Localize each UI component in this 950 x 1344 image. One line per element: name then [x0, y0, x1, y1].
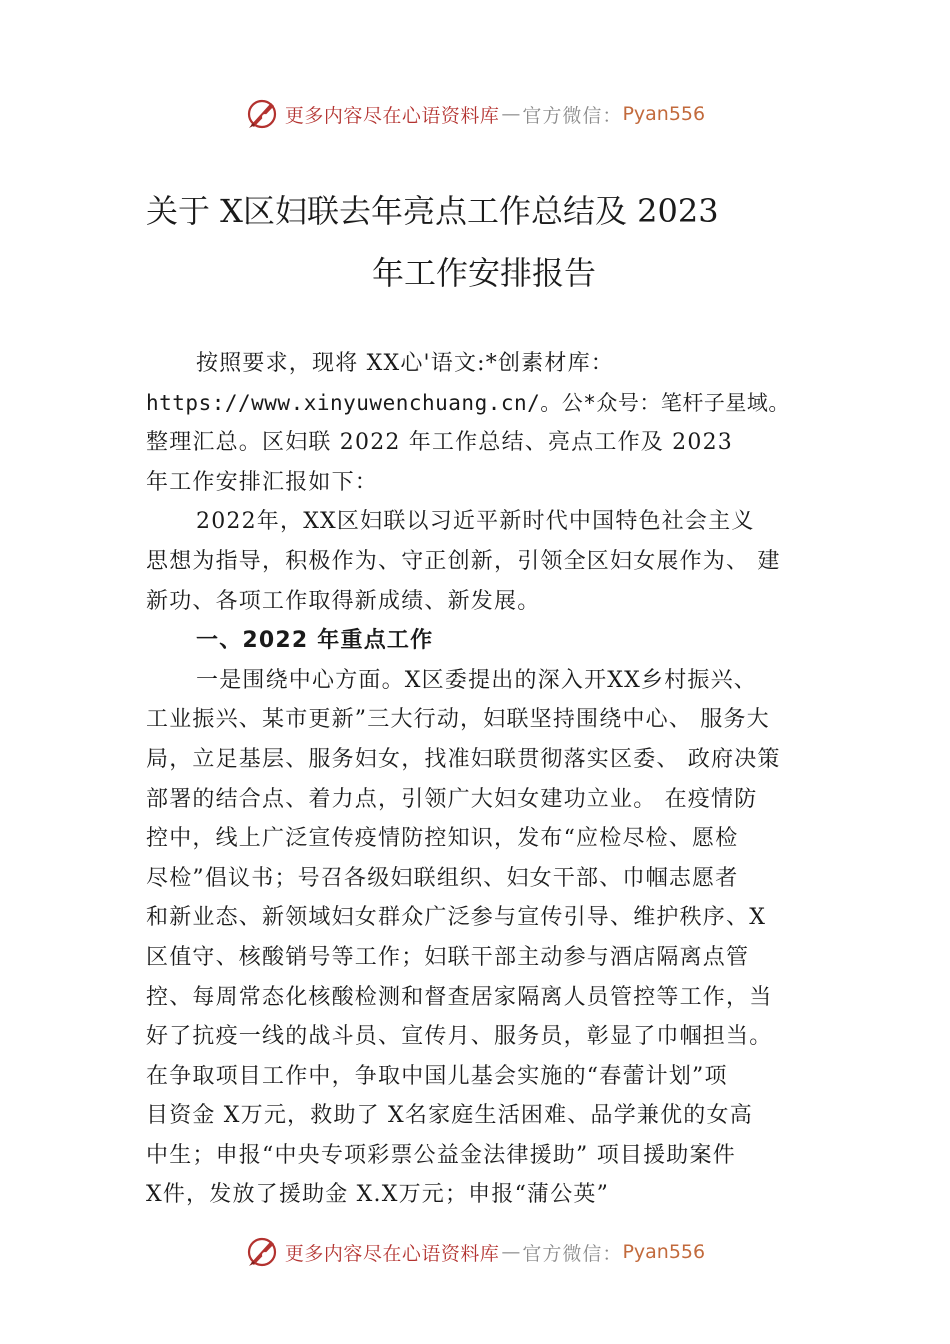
body-text-line: 思想为指导，积极作为、守正创新，引领全区妇女展作为、 建	[146, 548, 781, 574]
body-text-line: 区值守、核酸销号等工作；妇联干部主动参与酒店隔离点管	[146, 944, 750, 970]
body-text-line: X件，发放了援助金 X.X万元；申报“蒲公英”	[146, 1182, 610, 1208]
body-text-line: 尽检”倡议书；号召各级妇联组织、妇女干部、巾帼志愿者	[146, 865, 739, 891]
body-text-line: 中生；申报“中央专项彩票公益金法律援助” 项目援助案件	[146, 1142, 736, 1168]
section-heading: 一、2022 年重点工作	[196, 628, 434, 654]
body-text-line: 一是围绕中心方面。X区委提出的深入开XX乡村振兴、	[196, 667, 757, 693]
footer-banner	[0, 1232, 950, 1272]
banner-wechat-id: Pyan556	[622, 103, 706, 125]
body-text-line: 整理汇总。区妇联 2022 年工作总结、亮点工作及 2023	[146, 430, 733, 456]
header-banner	[0, 94, 950, 134]
document-body	[146, 344, 822, 1215]
body-text-line: 新功、各项工作取得新成绩、新发展。	[146, 588, 541, 614]
banner-separator: —	[501, 103, 521, 125]
body-text-line: 控中，线上广泛宣传疫情防控知识，发布“应检尽检、愿检	[146, 826, 739, 852]
body-text-line: 工业振兴、某市更新”三大行动，妇联坚持围绕中心、 服务大	[146, 707, 770, 733]
body-text-line: 目资金 X万元，救助了 X名家庭生活困难、品学兼优的女高	[146, 1103, 753, 1129]
banner-separator: —	[501, 1241, 521, 1263]
body-text-line: 局，立足基层、服务妇女，找准妇联贯彻落实区委、 政府决策	[146, 746, 781, 772]
banner-text: 更多内容尽在心语资料库	[284, 104, 500, 127]
body-text-line: 在争取项目工作中，争取中国儿基会实施的“春蕾计划”项	[146, 1063, 728, 1089]
body-text-line: 控、每周常态化核酸检测和督查居家隔离人员管控等工作，当	[146, 984, 773, 1010]
body-text-line: 年工作安排汇报如下：	[146, 469, 379, 495]
title-line-2: 年工作安排报告	[372, 254, 597, 292]
body-text-line: 按照要求，现将 XX心'语文:*创素材库：	[196, 351, 614, 376]
pen-circle-logo-icon	[245, 1235, 279, 1269]
title-line-1: 关于 X区妇联去年亮点工作总结及 2023	[146, 192, 719, 230]
banner-wechat-label: 官方微信：	[522, 104, 623, 127]
body-text-line: 好了抗疫一线的战斗员、宣传月、服务员，彰显了巾帼担当。	[146, 1024, 773, 1050]
document-title	[146, 180, 806, 304]
body-text-line: 部署的结合点、着力点，引领广大妇女建功立业。 在疫情防	[146, 786, 758, 812]
pen-circle-logo-icon	[245, 97, 279, 131]
body-text-line: 和新业态、新领域妇女群众广泛参与宣传引导、维护秩序、X	[146, 905, 767, 931]
banner-wechat-label: 官方微信：	[522, 1242, 623, 1265]
banner-text: 更多内容尽在心语资料库	[284, 1242, 500, 1265]
body-text-line: https://www.xinyuwenchuang.cn/。公*众号：笔杆子星域。	[146, 390, 790, 415]
body-text-line: 2022年，XX区妇联以习近平新时代中国特色社会主义	[196, 509, 755, 535]
banner-wechat-id: Pyan556	[622, 1241, 706, 1263]
